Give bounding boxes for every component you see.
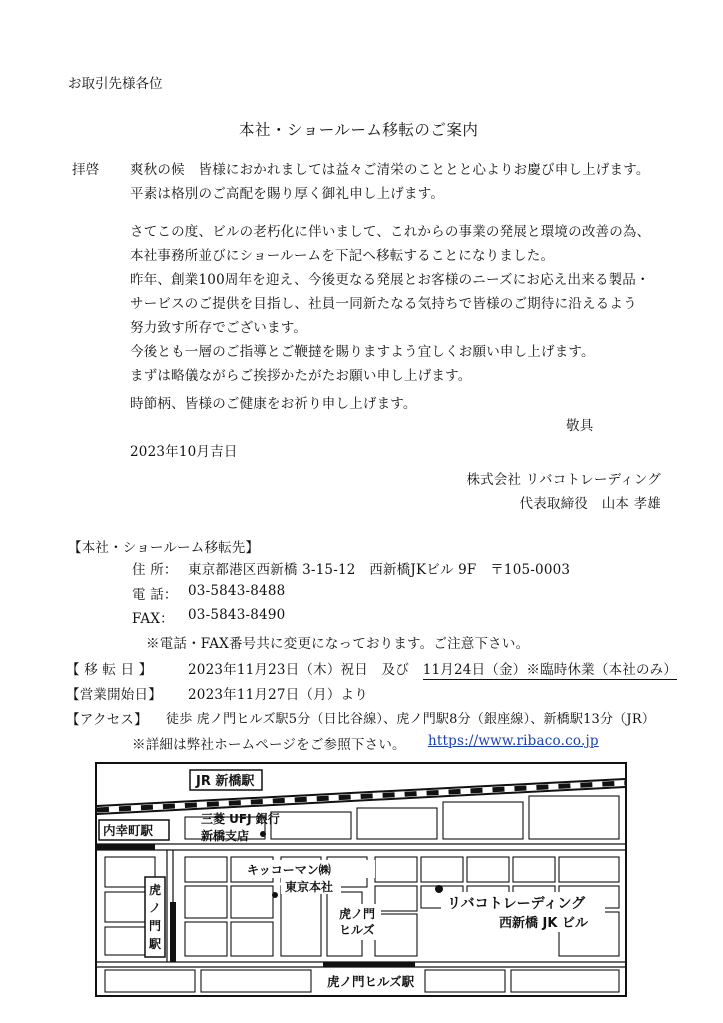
opening-word: 拝啓: [72, 162, 100, 178]
hills-track: [323, 962, 415, 967]
bank-branch-label: 新橋支店: [201, 829, 250, 843]
body-line: 努力致す所存でございます。: [130, 320, 308, 336]
kikkoman-marker-icon: [272, 892, 278, 898]
body-line: 今後とも一層のご指導とご鞭撻を賜りますよう宜しくお願い申し上げます。: [130, 344, 595, 360]
body-line: 時節柄、皆様のご健康をお祈り申し上げます。: [130, 396, 417, 412]
body-line: まずは略儀ながらご挨拶かたがたお願い申し上げます。: [130, 368, 472, 384]
website-link[interactable]: https://www.ribaco.co.jp: [428, 733, 599, 749]
uchisaiwaicho-label: 内幸町駅: [103, 823, 154, 838]
body-line: さてこの度、ビルの老朽化に伴いまして、これからの事業の発展と環境の改善の為、: [130, 224, 651, 240]
closing-word: 敬具: [566, 418, 594, 434]
hills-label-2: ヒルズ: [339, 923, 375, 937]
body-line: 平素は格別のご高配を賜り厚く御礼申し上げます。: [130, 186, 445, 202]
toranomon-label: 虎ノ門駅: [149, 883, 162, 951]
bank-label: 三菱 UFJ 銀行: [201, 812, 280, 826]
move-date-label: 【 移 転 日 】: [66, 662, 153, 678]
access-map: [95, 762, 627, 997]
toranomon-track: [170, 902, 176, 962]
kikkoman-branch-label: 東京本社: [285, 880, 334, 894]
body-line: 爽秋の候 皆様におかれましては益々ご清栄のこととと心よりお慶び申し上げます。: [130, 162, 650, 178]
access-label: 【アクセス】: [66, 712, 148, 728]
hills-station-label: 虎ノ門ヒルズ駅: [327, 974, 415, 989]
body-line: 本社事務所並びにショールームを下記へ移転することになりました。: [130, 248, 555, 264]
address-label: 住 所：: [132, 562, 178, 578]
letter-date: 2023年10月吉日: [130, 444, 238, 460]
hills-label: 虎ノ門: [339, 907, 376, 921]
ribaco-marker-icon: [435, 885, 443, 893]
addressee: お取引先様各位: [68, 76, 163, 92]
move-date-value: [188, 658, 677, 678]
body-line: 昨年、創業100周年を迎え、今後更なる発展とお客様のニーズにお応え出来る製品・: [130, 272, 650, 288]
address-value: 東京都港区西新橋 3-15-12 西新橋JKビル 9F 〒105-0003: [188, 562, 571, 578]
kikkoman-label: キッコーマン㈱: [247, 863, 331, 877]
signer-name: 代表取締役 山本 孝雄: [519, 496, 661, 512]
jr-shinbashi-label: JR 新橋駅: [196, 774, 255, 789]
uchisaiwaicho-track: [95, 844, 155, 850]
access-value: 徒歩 虎ノ門ヒルズ駅5分（日比谷線）、虎ノ門駅8分（銀座線）、新橋駅13分（JR）: [166, 712, 656, 727]
section-heading: 【本社・ショールーム移転先】: [68, 540, 260, 556]
page-title: 本社・ショールーム移転のご案内: [239, 121, 479, 139]
ribaco-label: リバコトレーディング: [447, 896, 586, 912]
change-note: ※電話・FAX番号共に変更になっております。ご注意下さい。: [146, 636, 530, 652]
phone-value: 03-5843-8488: [188, 583, 286, 599]
fax-label: FAX：: [132, 611, 174, 627]
fax-value: 03-5843-8490: [188, 607, 286, 623]
company-name: 株式会社 リバコトレーディング: [466, 472, 661, 488]
phone-label: 電 話：: [132, 587, 178, 603]
detail-note: ※詳細は弊社ホームページをご参照下さい。: [132, 737, 406, 753]
move-date-part2: 11月24日（金）※臨時休業（本社のみ）: [422, 662, 678, 678]
body-line: サービスのご提供を目指し、社員一同新たなる気持ちで皆様のご期待に沿えるよう: [130, 296, 637, 312]
ribaco-building-label: 西新橋 JK ビル: [499, 916, 588, 931]
start-date-value: 2023年11月27日（月）より: [188, 687, 368, 703]
start-date-label: 【営業開始日】: [66, 687, 162, 703]
bank-marker-icon: [260, 831, 266, 837]
move-date-part1: 2023年11月23日（木）祝日 及び: [188, 662, 423, 678]
